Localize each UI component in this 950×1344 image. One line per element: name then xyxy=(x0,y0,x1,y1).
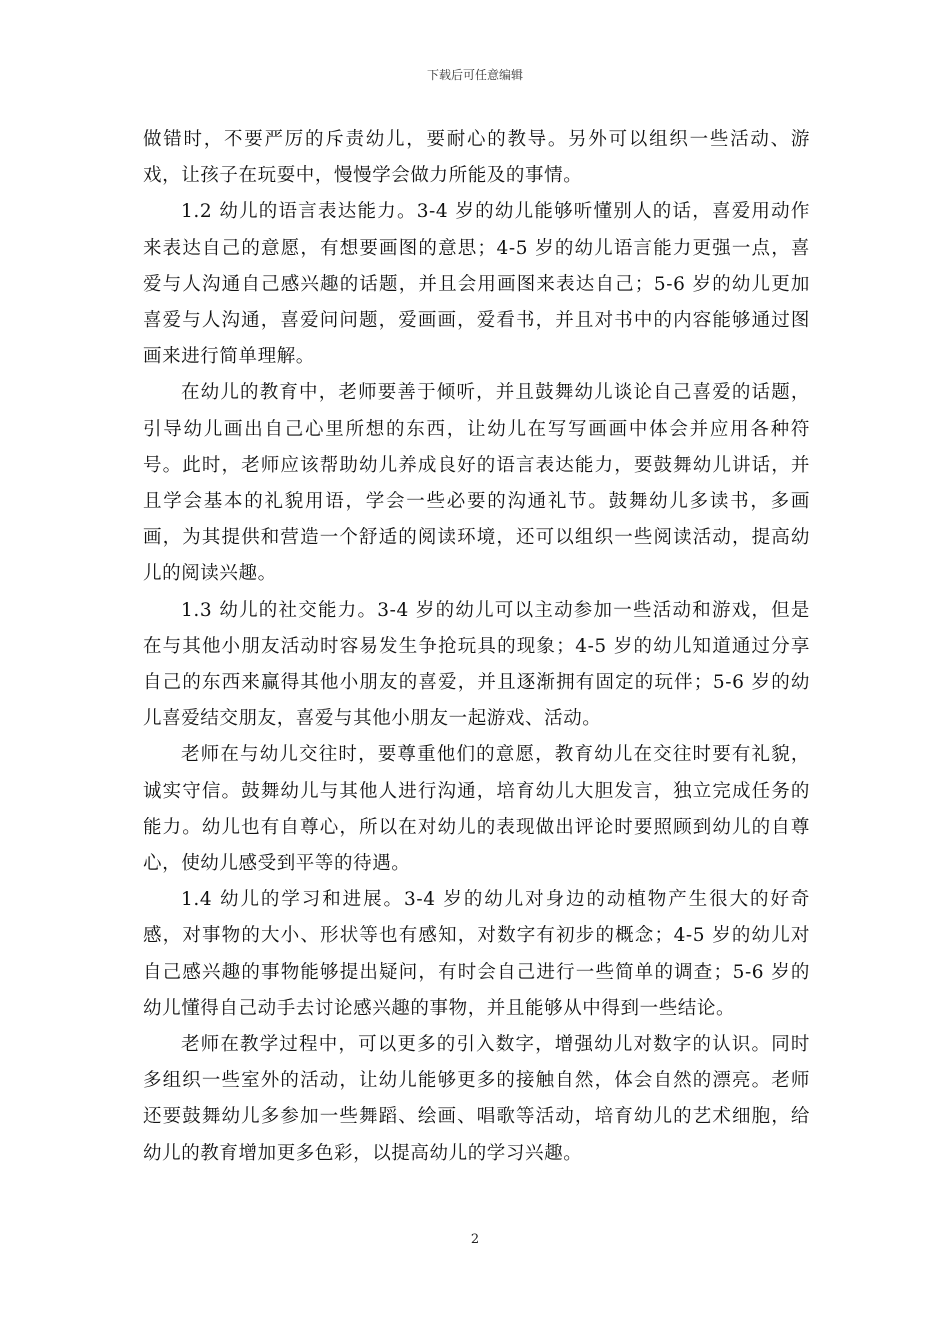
page-number: 2 xyxy=(470,1232,480,1247)
paragraph-social-teaching: 老师在与幼儿交往时，要尊重他们的意愿，教育幼儿在交往时要有礼貌，诚实守信。鼓舞幼儿与其他人进行沟通，培育幼儿大胆发言，独立完成任务的能力。幼儿也有自尊心，所以在对幼儿的表现做出评论时要照顾到幼儿的自尊心，使幼儿感受到平等的待遇。 xyxy=(143,744,810,875)
paragraph-learning-development: 1.4 幼儿的学习和进展。3-4 岁的幼儿对身边的动植物产生很大的好奇感，对事物的大小、形状等也有感知，对数字有初步的概念；4-5 岁的幼儿对自己感兴趣的事物能够提出疑问，有时会自己进行一些简单的调查；5-6 岁的幼儿懂得自己动手去讨论感兴趣的事物，并且能够从中得到一些结论。 xyxy=(143,889,810,1019)
paragraph-language-teaching: 在幼儿的教育中，老师要善于倾听，并且鼓舞幼儿谈论自己喜爱的话题，引导幼儿画出自己心里所想的东西，让幼儿在写写画画中体会并应用各种符号。此时，老师应该帮助幼儿养成良好的语言表达能力，要鼓舞幼儿讲话，并且学会基本的礼貌用语，学会一些必要的沟通礼节。鼓舞幼儿多读书，多画画，为其提供和营造一个舒适的阅读环境，还可以组织一些阅读活动，提高幼儿的阅读兴趣。 xyxy=(143,382,810,585)
page-header: 下载后可任意编辑 xyxy=(426,68,523,82)
body-text xyxy=(143,122,810,1172)
paragraph-learning-teaching: 老师在教学过程中，可以更多的引入数字，增强幼儿对数字的认识。同时多组织一些室外的活动，让幼儿能够更多的接触自然，体会自然的漂亮。老师还要鼓舞幼儿多参加一些舞蹈、绘画、唱歌等活动，培育幼儿的艺术细胞，给幼儿的教育增加更多色彩，以提高幼儿的学习兴趣。 xyxy=(143,1034,810,1164)
paragraph-language-ability: 1.2 幼儿的语言表达能力。3-4 岁的幼儿能够听懂别人的话，喜爱用动作来表达自己的意愿，有想要画图的意思；4-5 岁的幼儿语言能力更强一点，喜爱与人沟通自己感兴趣的话题，并且会用画图来表达自己；5-6 岁的幼儿更加喜爱与人沟通，喜爱问问题，爱画画，爱看书，并且对书中的内容能够通过图画来进行简单理解。 xyxy=(143,201,810,368)
paragraph-continuation: 做错时，不要严厉的斥责幼儿，要耐心的教导。另外可以组织一些活动、游戏，让孩子在玩耍中，慢慢学会做力所能及的事情。 xyxy=(143,129,810,187)
paragraph-social-ability: 1.3 幼儿的社交能力。3-4 岁的幼儿可以主动参加一些活动和游戏，但是在与其他小朋友活动时容易发生争抢玩具的现象；4-5 岁的幼儿知道通过分享自己的东西来赢得其他小朋友的喜爱，并且逐渐拥有固定的玩伴；5-6 岁的幼儿喜爱结交朋友，喜爱与其他小朋友一起游戏、活动。 xyxy=(143,599,810,730)
